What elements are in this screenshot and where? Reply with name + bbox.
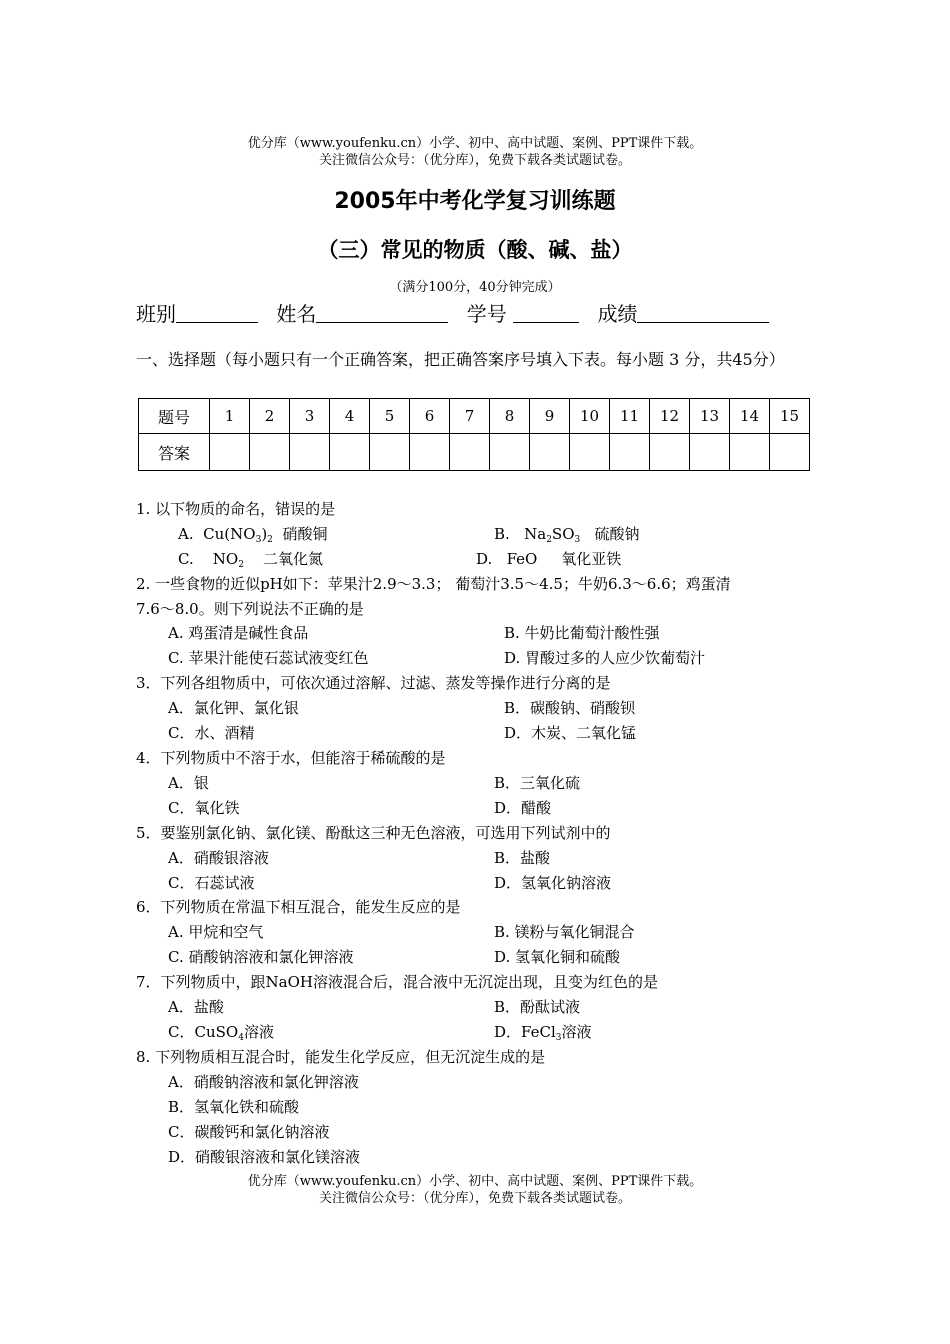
question-8-stem: 8. 下列物质相互混合时，能发生化学反应，但无沉淀生成的是 [136,1048,546,1066]
question-8-option-a: A．硝酸钠溶液和氯化钾溶液 [168,1073,359,1091]
question-5-option-a: A．硝酸银溶液 [168,849,269,867]
question-2-stem: 2. 一些食物的近似pH如下：苹果汁2.9～3.3； 葡萄汁3.5～4.5；牛奶6.3～6.6；鸡蛋清 [136,575,731,593]
question-1-option-b: B. $Na_2SO_3$ 硫酸钠 [494,525,640,545]
question-3-stem: 3．下列各组物质中，可依次通过溶解、过滤、蒸发等操作进行分离的是 [136,674,611,692]
answer-cell[interactable] [290,434,330,471]
question-1-option-d: D. FeO 氧化亚铁 [476,550,622,568]
question-2-option-b: B. 牛奶比葡萄汁酸性强 [504,624,660,642]
name-field[interactable] [316,302,448,323]
answer-cell[interactable] [410,434,450,471]
question-2-option-a: A. 鸡蛋清是碱性食品 [168,624,309,642]
question-number: 4 [330,399,370,434]
question-8-option-c: C．碳酸钙和氯化钠溶液 [168,1123,330,1141]
page-subtitle: （三）常见的物质（酸、碱、盐） [317,238,633,262]
question-7-option-b: B．酚酞试液 [494,998,581,1016]
question-4-option-c: C．氧化铁 [168,799,240,817]
answer-cell[interactable] [570,434,610,471]
row-label-answer: 答案 [139,434,210,471]
site-footer-line1: 优分库（www.youfenku.cn）小学、初中、高中试题、案例、PPT课件下载。 [247,1174,703,1189]
question-4-option-d: D．醋酸 [494,799,552,817]
question-4-stem: 4．下列物质中不溶于水，但能溶于稀硫酸的是 [136,749,446,767]
question-number: 12 [650,399,690,434]
number-label: 学号 [466,302,507,326]
answer-cell[interactable] [770,434,810,471]
question-number: 13 [690,399,730,434]
answer-cell[interactable] [690,434,730,471]
answer-cell[interactable] [370,434,410,471]
question-2-option-d: D. 胃酸过多的人应少饮葡萄汁 [504,649,706,667]
question-5-option-c: C．石蕊试液 [168,874,255,892]
score-label: 成绩 [597,302,638,326]
question-number: 3 [290,399,330,434]
question-5-stem: 5．要鉴别氯化钠、氯化镁、酚酞这三种无色溶液，可选用下列试剂中的 [136,824,611,842]
answer-table [138,398,810,471]
answer-cell[interactable] [650,434,690,471]
row-label-number: 题号 [139,399,210,434]
answer-cell[interactable] [210,434,250,471]
question-2-stem-cont: 7.6～8.0。则下列说法不正确的是 [136,600,364,618]
question-2-option-c: C. 苹果汁能使石蕊试液变红色 [168,649,369,667]
score-note: （满分100分，40分钟完成） [389,280,561,295]
question-1-stem: 1. 以下物质的命名，错误的是 [136,500,336,518]
answer-cell[interactable] [330,434,370,471]
question-6-stem: 6．下列物质在常温下相互混合，能发生反应的是 [136,898,461,916]
question-number: 7 [450,399,490,434]
question-number: 6 [410,399,450,434]
page-title: 2005年中考化学复习训练题 [334,189,616,214]
site-header-line1: 优分库（www.youfenku.cn）小学、初中、高中试题、案例、PPT课件下载。 [247,136,703,151]
section-heading: 一、选择题（每小题只有一个正确答案，把正确答案序号填入下表。每小题 3 分，共45分） [136,350,785,369]
question-3-option-b: B．碳酸钠、硝酸钡 [504,699,636,717]
question-6-option-c: C. 硝酸钠溶液和氯化钾溶液 [168,948,354,966]
answer-cell[interactable] [610,434,650,471]
answer-table-number-row [139,399,810,434]
question-number: 11 [610,399,650,434]
question-8-option-d: D．硝酸银溶液和氯化镁溶液 [168,1148,361,1166]
answer-cell[interactable] [530,434,570,471]
question-6-option-a: A. 甲烷和空气 [168,923,264,941]
question-number: 9 [530,399,570,434]
question-7-option-d: D．FeCl$_3$溶液 [494,1023,592,1043]
question-4-option-b: B．三氧化硫 [494,774,581,792]
site-header-line2: 关注微信公众号：（优分库），免费下载各类试题试卷。 [318,153,631,168]
question-number: 2 [250,399,290,434]
answer-cell[interactable] [450,434,490,471]
question-4-option-a: A．银 [168,774,209,792]
question-5-option-b: B．盐酸 [494,849,551,867]
answer-cell[interactable] [730,434,770,471]
question-5-option-d: D．氢氧化钠溶液 [494,874,612,892]
question-number: 10 [570,399,610,434]
class-field[interactable] [176,302,258,323]
question-7-stem: 7．下列物质中，跟NaOH溶液混合后，混合液中无沉淀出现，且变为红色的是 [136,973,658,991]
name-label: 姓名 [276,302,317,326]
question-number: 8 [490,399,530,434]
question-number: 15 [770,399,810,434]
number-field[interactable] [513,302,579,323]
answer-table-answer-row [139,434,810,471]
question-6-option-b: B. 镁粉与氧化铜混合 [494,923,635,941]
question-3-option-d: D．木炭、二氧化锰 [504,724,637,742]
score-field[interactable] [637,302,769,323]
question-3-option-c: C．水、酒精 [168,724,255,742]
student-info [136,298,781,327]
question-1-option-a: A. $Cu(NO_3)_2$ 硝酸铜 [178,525,328,545]
question-8-option-b: B．氢氧化铁和硫酸 [168,1098,300,1116]
site-footer-line2: 关注微信公众号：（优分库），免费下载各类试题试卷。 [318,1191,631,1206]
question-7-option-a: A．盐酸 [168,998,224,1016]
question-6-option-d: D. 氢氧化铜和硫酸 [494,948,621,966]
question-1-option-c: C. $NO_2$ 二氧化氮 [178,550,324,570]
question-3-option-a: A．氯化钾、氯化银 [168,699,299,717]
answer-cell[interactable] [250,434,290,471]
question-number: 1 [210,399,250,434]
answer-cell[interactable] [490,434,530,471]
class-label: 班别 [136,302,176,326]
question-number: 14 [730,399,770,434]
question-7-option-c: C．CuSO$_4$溶液 [168,1023,274,1043]
question-number: 5 [370,399,410,434]
